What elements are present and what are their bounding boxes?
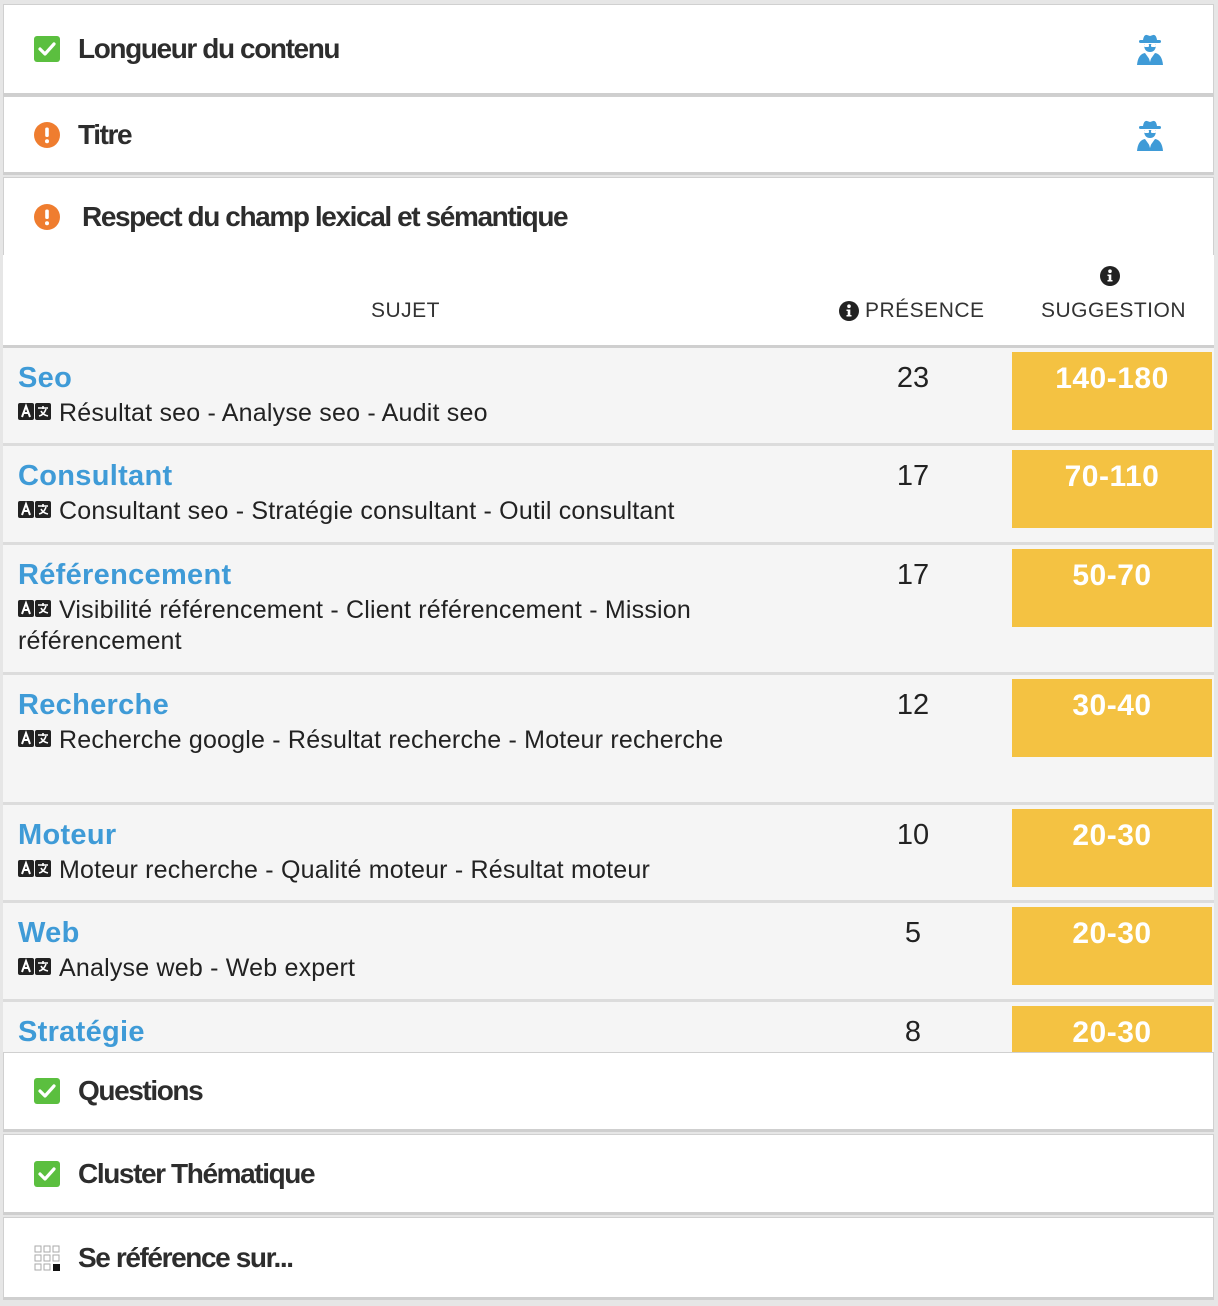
presence-value: 23 — [896, 362, 930, 394]
check-square-icon — [34, 1078, 60, 1104]
table-row — [3, 545, 1214, 675]
language-icon — [18, 730, 51, 747]
subject-link[interactable]: Seo — [18, 362, 73, 394]
presence-value: 17 — [896, 559, 930, 591]
keywords-text — [18, 398, 798, 429]
keywords-text — [18, 725, 798, 756]
panel-se-reference-sur[interactable] — [3, 1217, 1214, 1300]
keywords-label: Résultat seo - Analyse seo - Audit seo — [59, 399, 488, 427]
table-row — [3, 446, 1214, 545]
subject-link[interactable]: Moteur — [18, 819, 117, 851]
panel-longueur-du-contenu[interactable] — [3, 4, 1214, 96]
language-icon — [18, 860, 51, 877]
panel-title: Longueur du contenu — [78, 33, 340, 64]
panel-questions[interactable] — [3, 1052, 1214, 1132]
keywords-text — [18, 953, 798, 984]
panel-title: Questions — [78, 1075, 203, 1106]
subject-link[interactable]: Stratégie — [18, 1016, 145, 1048]
info-circle-icon[interactable] — [1100, 266, 1120, 286]
table-row — [3, 903, 1214, 1002]
language-icon — [18, 403, 51, 420]
keywords-text — [18, 595, 798, 657]
lexical-table[interactable] — [3, 255, 1214, 1052]
header-presence[interactable] — [839, 299, 985, 323]
panel-title: Cluster Thématique — [78, 1157, 315, 1189]
keywords-text — [18, 496, 798, 527]
presence-value: 5 — [904, 917, 922, 949]
table-row — [3, 348, 1214, 446]
suggestion-badge: 140-180 — [1012, 352, 1212, 430]
exclamation-circle-icon — [34, 204, 60, 230]
subject-link[interactable]: Référencement — [18, 559, 232, 591]
info-circle-icon[interactable] — [839, 301, 859, 321]
suggestion-badge: 70-110 — [1012, 450, 1212, 528]
keywords-label: Recherche google - Résultat recherche - Moteur recherche — [59, 726, 724, 754]
keywords-label: Visibilité référencement - Client référencement - Mission référencement — [18, 596, 692, 655]
keywords-label: Analyse web - Web expert — [59, 954, 356, 982]
keywords-label: Moteur recherche - Qualité moteur - Résultat moteur — [59, 856, 650, 884]
subject-link[interactable]: Consultant — [18, 460, 173, 492]
subject-link[interactable]: Recherche — [18, 689, 169, 721]
presence-value: 12 — [896, 689, 930, 721]
suggestion-badge: 30-40 — [1012, 679, 1212, 757]
table-row — [3, 675, 1214, 805]
suggestion-badge: 20-30 — [1012, 1006, 1212, 1052]
suggestion-badge: 20-30 — [1012, 809, 1212, 887]
language-icon — [18, 600, 51, 617]
language-icon — [18, 958, 51, 975]
panel-title: Se référence sur... — [78, 1241, 293, 1273]
keywords-text — [18, 855, 798, 886]
suggestion-badge: 50-70 — [1012, 549, 1212, 627]
subject-link[interactable]: Web — [18, 917, 80, 949]
suggestion-badge: 20-30 — [1012, 907, 1212, 985]
panel-cluster-thematique[interactable] — [3, 1134, 1214, 1215]
panel-title: Titre — [78, 118, 132, 150]
exclamation-circle-icon — [34, 122, 60, 148]
header-presence-label: PRÉSENCE — [865, 299, 985, 322]
table-header — [3, 255, 1214, 348]
presence-value: 10 — [896, 819, 930, 851]
check-square-icon — [34, 1161, 60, 1187]
panel-titre[interactable] — [3, 96, 1214, 175]
presence-value: 17 — [896, 460, 930, 492]
header-suggestion[interactable]: SUGGESTION — [1041, 299, 1187, 322]
panel-title: Respect du champ lexical et sémantique — [82, 200, 568, 232]
header-sujet[interactable]: SUJET — [371, 299, 441, 322]
language-icon — [18, 501, 51, 518]
presence-value: 8 — [904, 1016, 922, 1048]
user-secret-icon[interactable] — [1135, 118, 1165, 152]
keywords-label: Consultant seo - Stratégie consultant - Outil consultant — [59, 497, 675, 525]
grid-icon — [34, 1245, 60, 1271]
panel-respect-champ-lexical[interactable] — [3, 177, 1214, 256]
user-secret-icon[interactable] — [1135, 32, 1165, 66]
table-row — [3, 805, 1214, 903]
check-square-icon — [34, 36, 60, 62]
table-row — [3, 1002, 1214, 1052]
